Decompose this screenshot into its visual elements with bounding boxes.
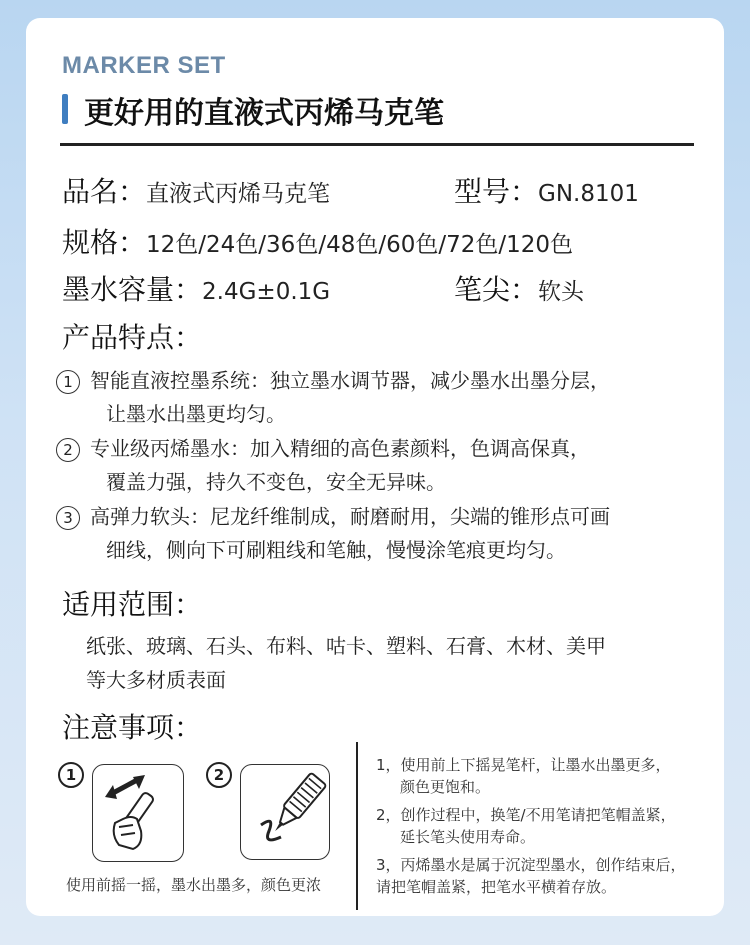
icon1-number: 1 (58, 762, 84, 788)
feature-number: 1 (56, 370, 80, 394)
application-title: 适用范围： (62, 588, 203, 621)
application-line1: 纸张、玻璃、石头、布料、咕卡、塑料、石膏、木材、美甲 (86, 634, 606, 658)
feature-line2: 细线，侧向下可刷粗线和笔触，慢慢涂笔痕更均匀。 (106, 538, 566, 562)
note-line: 2，创作过程中，换笔/不用笔请把笔帽盖紧， (376, 806, 676, 824)
notes-title: 注意事项： (62, 711, 203, 744)
feature-line1: 智能直液控墨系统：独立墨水调节器，减少墨水出墨分层， (90, 368, 610, 393)
spec-name-label: 品名： (62, 175, 147, 208)
feature-item (56, 506, 610, 530)
features-title: 产品特点： (62, 321, 203, 354)
application-line2: 等大多材质表面 (86, 668, 226, 692)
notes-caption: 使用前摇一摇，墨水出墨多，颜色更浓 (66, 876, 322, 894)
spec-model (454, 170, 639, 210)
spec-size (62, 221, 573, 261)
notes-divider (356, 742, 358, 910)
feature-line1: 高弹力软头：尼龙纤维制成，耐磨耐用，尖端的锥形点可画 (90, 504, 610, 529)
spec-tip-label: 笔尖： (454, 273, 539, 306)
product-card (26, 18, 724, 916)
spec-name (62, 170, 330, 210)
shake-pen-icon (92, 764, 184, 862)
icon2-number: 2 (206, 762, 232, 788)
feature-line2: 覆盖力强，持久不变色，安全无异味。 (106, 470, 446, 494)
feature-item (56, 370, 610, 394)
pen-stroke-icon (240, 764, 330, 860)
note-line: 颜色更饱和。 (400, 778, 491, 796)
spec-model-label: 型号： (454, 175, 539, 208)
note-line: 延长笔头使用寿命。 (400, 828, 536, 846)
spec-ink-value: 2.4G±0.1G (202, 279, 331, 305)
spec-tip-value: 软头 (538, 279, 585, 305)
spec-ink (62, 268, 330, 308)
title-accent-bar (62, 94, 68, 124)
spec-model-value: GN.8101 (538, 181, 639, 207)
spec-size-value: 12色/24色/36色/48色/60色/72色/120色 (146, 232, 574, 258)
spec-tip (454, 268, 584, 308)
title-divider (60, 143, 694, 146)
brand-label: MARKER SET (62, 52, 226, 79)
page-title: 更好用的直液式丙烯马克笔 (84, 96, 444, 131)
spec-size-label: 规格： (62, 226, 147, 259)
feature-number: 3 (56, 506, 80, 530)
note-line: 3，丙烯墨水是属于沉淀型墨水，创作结束后， (376, 856, 686, 874)
note-line: 请把笔帽盖紧，把笔水平横着存放。 (376, 878, 617, 896)
note-line: 1，使用前上下摇晃笔杆，让墨水出墨更多， (376, 756, 671, 774)
feature-line1: 专业级丙烯墨水：加入精细的高色素颜料，色调高保真， (90, 436, 590, 461)
spec-ink-label: 墨水容量： (62, 273, 203, 306)
feature-number: 2 (56, 438, 80, 462)
spec-name-value: 直液式丙烯马克笔 (146, 181, 331, 207)
feature-line2: 让墨水出墨更均匀。 (106, 402, 286, 426)
feature-item (56, 438, 590, 462)
